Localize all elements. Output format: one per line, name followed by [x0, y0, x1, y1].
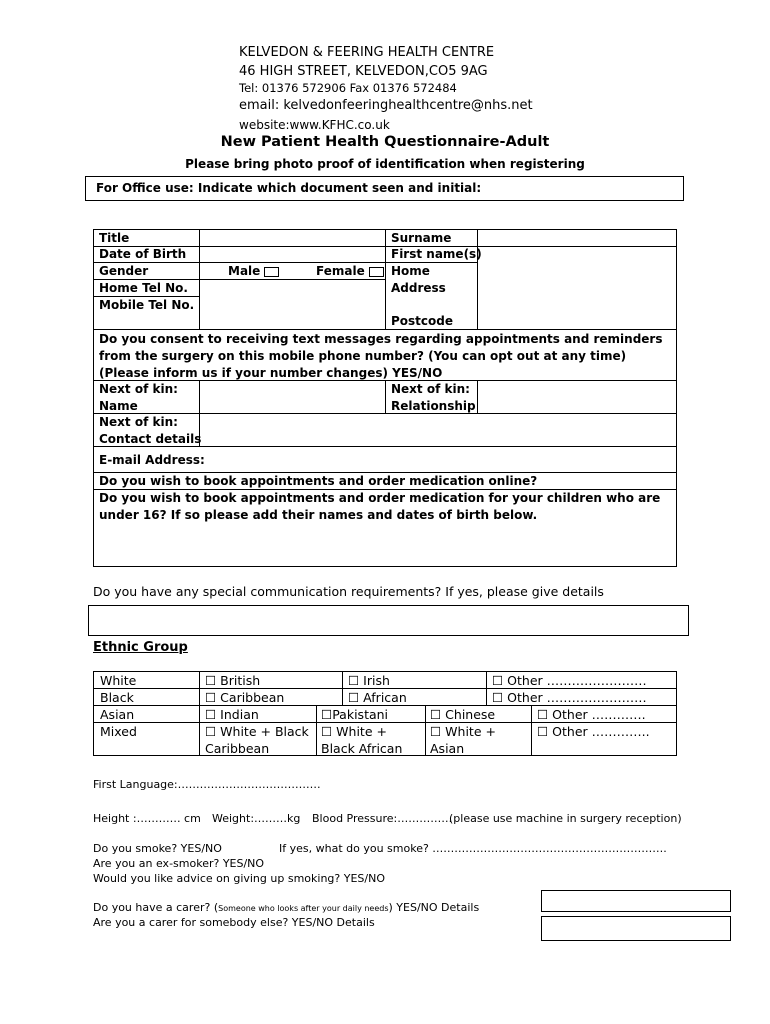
gender-label: Gender	[99, 264, 149, 278]
org-name: KELVEDON & FEERING HEALTH CENTRE	[239, 45, 495, 60]
nok-relationship-label: Next of kin: Relationship	[391, 382, 476, 413]
ethnic-asian-label: Asian	[100, 707, 135, 722]
postcode-label: Postcode	[391, 314, 454, 328]
surname-label: Surname	[391, 231, 452, 245]
are-carer-details-field[interactable]	[541, 916, 731, 941]
dob-label: Date of Birth	[99, 247, 187, 261]
other-white-checkbox[interactable]: ☐ Other ……………………	[492, 673, 647, 688]
have-carer-text: Do you have a carer? (	[93, 901, 219, 914]
female-label: Female	[316, 264, 365, 278]
nok-relationship-field[interactable]	[478, 381, 677, 413]
sms-consent-question: Do you consent to receiving text messages regarding appointments and reminders from the surgery on this mobile phone number? (You can opt out at any time)(Please inform us if your number changes) YES/NO	[99, 332, 663, 380]
title-field[interactable]	[200, 230, 385, 246]
org-address: 46 HIGH STREET, KELVEDON,CO5 9AG	[239, 64, 488, 79]
page-title: New Patient Health Questionnaire-Adult	[220, 134, 550, 150]
white-black-african-checkbox[interactable]: ☐ White + Black African	[321, 724, 403, 756]
mobile-tel-label: Mobile Tel No.	[99, 298, 195, 312]
email-address-label: E-mail Address:	[99, 453, 205, 467]
carer-definition: Someone who looks after your daily needs	[218, 904, 389, 913]
nok-name-label: Next of kin: Name	[99, 382, 178, 413]
smoke-what-field[interactable]: If yes, what do you smoke? ……………………………………………………….	[279, 842, 667, 855]
caribbean-checkbox[interactable]: ☐ Caribbean	[205, 690, 285, 705]
address-field[interactable]	[478, 247, 677, 329]
special-comm-field[interactable]	[88, 605, 689, 636]
have-carer-details-field[interactable]	[541, 890, 731, 912]
first-language-field[interactable]: First Language:…………………………………	[93, 778, 321, 791]
male-label: Male	[228, 264, 261, 278]
special-comm-question: Do you have any special communication requirements? If yes, please give details	[93, 584, 604, 599]
online-booking-question: Do you wish to book appointments and order medication online?	[99, 474, 538, 488]
dob-field[interactable]	[200, 247, 385, 262]
ethnic-group-heading: Ethnic Group	[93, 640, 188, 655]
nok-name-field[interactable]	[200, 381, 385, 413]
height-field[interactable]: Height :………… cm	[93, 812, 201, 825]
male-option[interactable]	[228, 263, 279, 280]
blood-pressure-field[interactable]: Blood Pressure:……………	[312, 812, 453, 825]
org-tel: Tel: 01376 572906 Fax 01376 572484	[239, 81, 457, 95]
have-carer-question	[93, 901, 479, 914]
are-carer-question: Are you a carer for somebody else? YES/NO Details	[93, 916, 375, 929]
have-carer-text-2: ) YES/NO Details	[388, 901, 480, 914]
female-checkbox[interactable]	[369, 267, 384, 277]
other-black-checkbox[interactable]: ☐ Other ……………………	[492, 690, 647, 705]
male-checkbox[interactable]	[264, 267, 279, 277]
surname-field[interactable]	[478, 230, 677, 246]
first-names-label: First name(s)	[391, 247, 482, 261]
chinese-checkbox[interactable]: ☐ Chinese	[430, 707, 496, 722]
org-email: email: kelvedonfeeringhealthcentre@nhs.net	[239, 98, 533, 113]
british-checkbox[interactable]: ☐ British	[205, 673, 261, 688]
weight-field[interactable]: Weight:………kg	[212, 812, 301, 825]
irish-checkbox[interactable]: ☐ Irish	[348, 673, 390, 688]
white-asian-checkbox[interactable]: ☐ White + Asian	[430, 724, 496, 756]
office-use-box[interactable]	[85, 176, 684, 201]
phone-fields[interactable]	[200, 280, 385, 329]
org-website: website:www.KFHC.co.uk	[239, 118, 390, 132]
nok-contact-field[interactable]	[200, 414, 677, 446]
office-use-label: For Office use: Indicate which document seen and initial:	[96, 181, 482, 195]
ex-smoker-question: Are you an ex-smoker? YES/NO	[93, 857, 265, 870]
ethnic-mixed-label: Mixed	[100, 724, 137, 739]
ethnic-white-label: White	[100, 673, 137, 688]
smoking-advice-question: Would you like advice on giving up smoking? YES/NO	[93, 872, 385, 885]
white-black-caribbean-checkbox[interactable]: ☐ White + Black Caribbean	[205, 724, 309, 756]
indian-checkbox[interactable]: ☐ Indian	[205, 707, 259, 722]
bp-note: (please use machine in surgery reception)	[449, 812, 682, 825]
home-address-label: Home Address	[391, 264, 446, 295]
nok-contact-label: Next of kin: Contact details	[99, 415, 202, 446]
other-mixed-checkbox[interactable]: ☐ Other …………..	[537, 724, 650, 739]
other-asian-checkbox[interactable]: ☐ Other ………….	[537, 707, 646, 722]
african-checkbox[interactable]: ☐ African	[348, 690, 407, 705]
ethnic-black-label: Black	[100, 690, 134, 705]
home-tel-label: Home Tel No.	[99, 281, 188, 295]
female-option[interactable]	[316, 263, 384, 280]
page-subtitle: Please bring photo proof of identification when registering	[185, 157, 585, 171]
smoke-question: Do you smoke? YES/NO	[93, 842, 222, 855]
title-label: Title	[99, 231, 130, 245]
children-booking-question: Do you wish to book appointments and order medication for your children who are under 16? If so please add their names and dates of birth below.	[99, 491, 661, 522]
pakistani-checkbox[interactable]: ☐Pakistani	[321, 707, 389, 722]
